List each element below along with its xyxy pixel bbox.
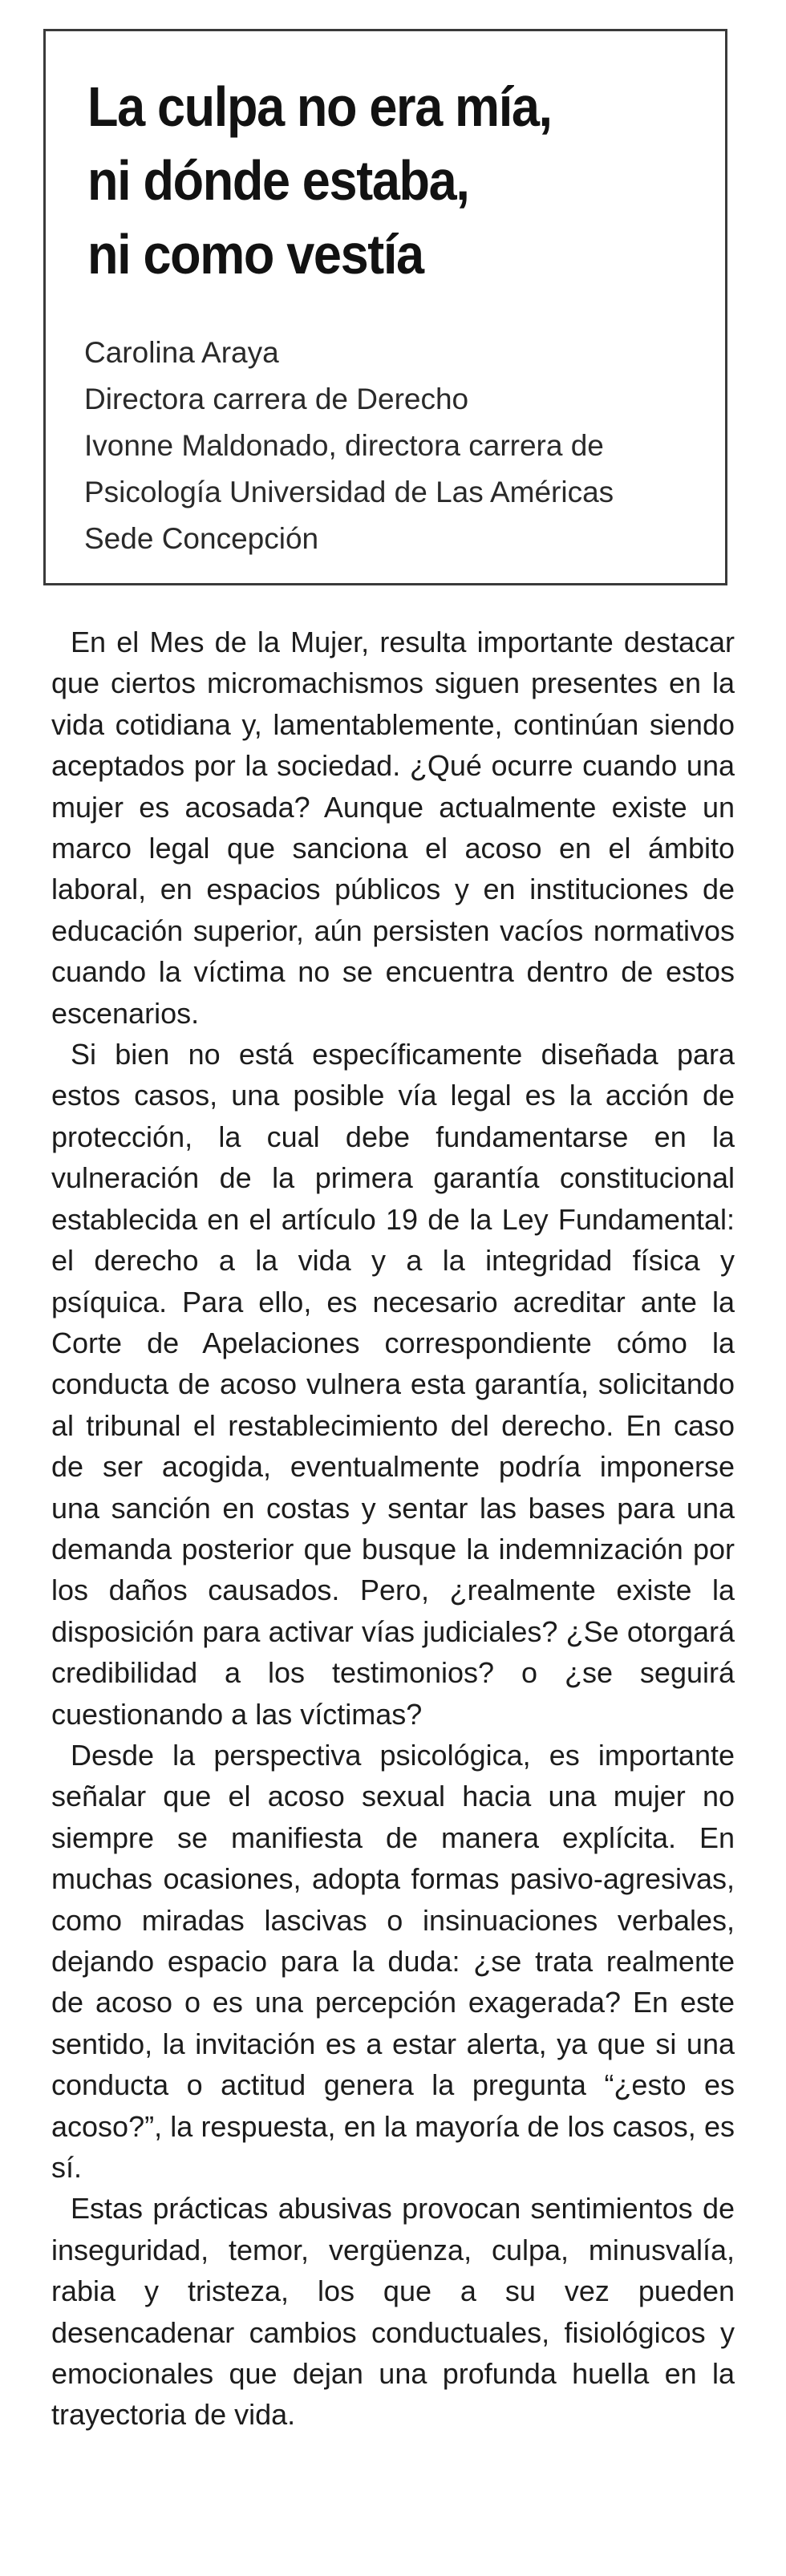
headline	[87, 70, 650, 291]
article-paragraph-4: Estas prácticas abusivas provocan sentimientos de inseguridad, temor, vergüenza, culpa, minusvalía, rabia y tristeza, los que a su vez pueden desencadenar cambios conductuales, fisiológicos y emocionales que dejan una profunda huella en la trayectoria de vida.	[51, 2192, 735, 2432]
byline-author-2: Ivonne Maldonado, directora carrera de	[84, 429, 604, 462]
article-paragraph-1: En el Mes de la Mujer, resulta importante destacar que ciertos micromachismos siguen presentes en la vida cotidiana y, lamentablemente, continúan siendo aceptados por la sociedad. ¿Qué ocurre cuando una mujer es acosada? Aunque actualmente existe un marco legal que sanciona el acoso en el ámbito laboral, en espacios públicos y en instituciones de educación superior, aún persisten vacíos normativos cuando la víctima no se encuentra dentro de estos escenarios.	[51, 626, 735, 1030]
byline-campus: Sede Concepción	[84, 522, 319, 555]
headline-line-1: La culpa no era mía,	[87, 75, 552, 138]
byline-author-1: Carolina Araya	[84, 336, 279, 369]
byline	[84, 330, 710, 562]
article-paragraph-3: Desde la perspectiva psicológica, es importante señalar que el acoso sexual hacia una mujer no siempre se manifiesta de manera explícita. En muchas ocasiones, adopta formas pasivo-agresivas, como miradas lascivas o insinuaciones verbales, dejando espacio para la duda: ¿se trata realmente de acoso o es una percepción exagerada? En este sentido, la invitación es a estar alerta, ya que si una conducta o actitud genera la pregunta “¿esto es acoso?”, la respuesta, en la mayoría de los casos, es sí.	[51, 1738, 735, 2185]
header-box	[43, 29, 727, 585]
headline-line-3: ni como vestía	[87, 223, 423, 286]
headline-line-2: ni dónde estaba,	[87, 149, 469, 212]
article-body	[51, 622, 735, 2436]
byline-institution: Psicología Universidad de Las Américas	[84, 476, 614, 508]
byline-title-1: Directora carrera de Derecho	[84, 383, 469, 415]
article-paragraph-2: Si bien no está específicamente diseñada para estos casos, una posible vía legal es la acción de protección, la cual debe fundamentarse en la vulneración de la primera garantía constitucional establecida en el artículo 19 de la Ley Fundamental: el derecho a la vida y a la integridad física y psíquica. Para ello, es necesario acreditar ante la Corte de Apelaciones correspondiente cómo la conducta de acoso vulnera esta garantía, solicitando al tribunal el restablecimiento del derecho. En caso de ser acogida, eventualmente podría imponerse una sanción en costas y sentar las bases para una demanda posterior que busque la indemnización por los daños causados. Pero, ¿realmente existe la disposición para activar vías judiciales? ¿Se otorgará credibilidad a los testimonios? o ¿se seguirá cuestionando a las víctimas?	[51, 1038, 735, 1731]
